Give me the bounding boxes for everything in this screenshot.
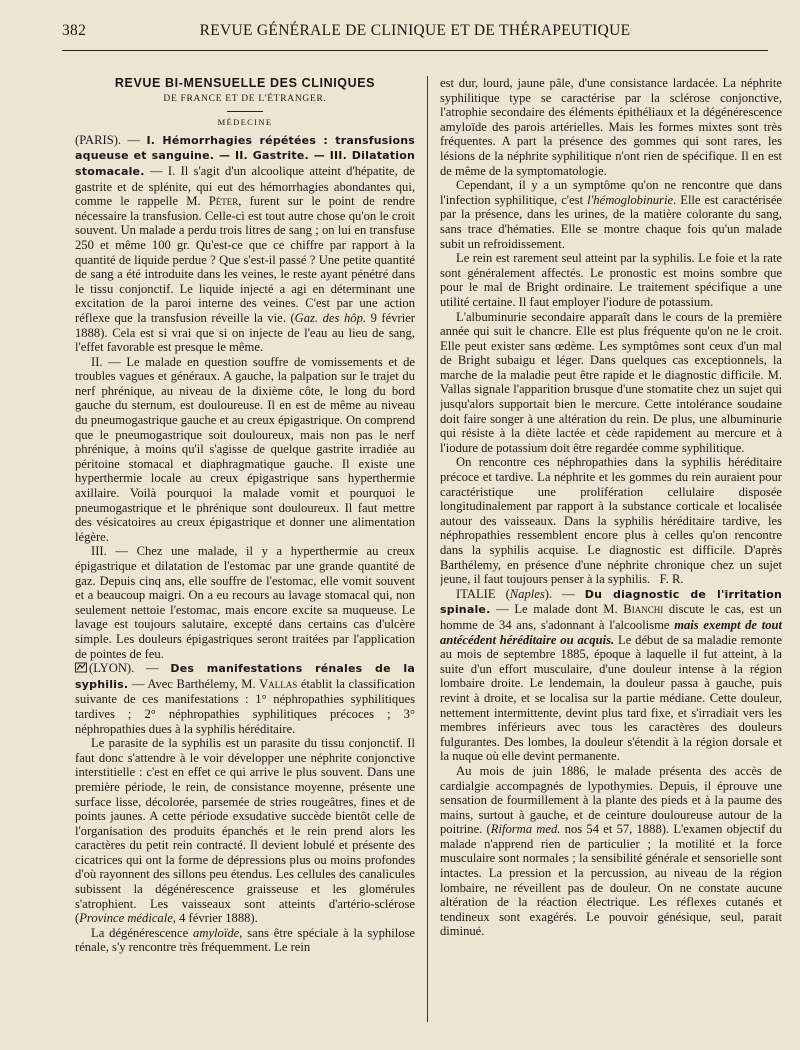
paragraph: On rencontre ces néphropathies dans la syphilis héréditaire précoce et tardive. La néphrite et les gommes du rein auraient pour caractéristique une prolifération cellulaire disposée longitudinalement par rapport à la substance corticale et localisée autour des vaisseaux. Dans la syphilis héréditaire tardive, les néphropathies ressemblent encore plus à celles qu'on rencontre dans la syphilis acquise. Le diagnostic est difficile. D'après Barthélemy, en présence d'une néphrite chronique chez un sujet jeune, il faut toujours penser à la syphilis. F. R. bbox=[440, 455, 782, 587]
term: amyloïde bbox=[193, 925, 240, 940]
term: l'hémoglobinurie bbox=[587, 192, 674, 207]
article-place: ITALIE ( bbox=[456, 586, 510, 601]
header-rule bbox=[62, 50, 768, 51]
paragraph: Le rein est rarement seul atteint par la syphilis. Le foie et la rate sont généralement affectés. Le pronostic est moins sombre que pour le mal de Bright ordinaire. Le traitement spécifique a une utilité certaine. Il faut employer l'iodure de potassium. bbox=[440, 251, 782, 309]
article-italie: ITALIE (Naples). — Du diagnostic de l'irritation spinale. — Le malade dont M. Bianchi discute le cas, est un homme de 34 ans, s'adonnant à l'alcoolisme mais exempt de tout antécédent héréditaire ou acquis. Le début de sa maladie remonte au mois de septembre 1885, époque à laquelle il fut atteint, à la suite d'un effort musculaire, d'une douleur intense à la région lombaire droite. Le lendemain, la douleur passa à gauche, puis revint à droite, et se localisa sur la partie médiane. Cette douleur, nettement intermittente, devint plus tard fixe, et s'irradiait vers les membres inférieurs avec tous les caractères des douleurs fulgurantes. Des lombes, la douleur s'étendit à la région dorsale et la nuque où elle devint permanente. bbox=[440, 586, 782, 764]
article-place: (PARIS). — bbox=[75, 132, 147, 147]
running-head bbox=[62, 22, 768, 44]
section-title: REVUE BI-MENSUELLE DES CLINIQUES bbox=[114, 76, 376, 90]
signature: F. R. bbox=[659, 572, 684, 587]
article-lyon: (LYON). — Des manifestations rénales de la syphilis. — Avec Barthélemy, M. Vallas établit la classification suivante de ces manifestations : 1° néphropathies syphilitiques tardives ; 2° néphropathies syphilitiques précoces ; 3° néphropathies dues à la syphilis héréditaire. bbox=[75, 661, 415, 736]
hand-ornament-icon bbox=[75, 662, 87, 673]
journal-title: REVUE GÉNÉRALE DE CLINIQUE ET DE THÉRAPEUTIQUE bbox=[199, 22, 631, 39]
paragraph: III. — Chez une malade, il y a hyperthermie au creux épigastrique et dilatation de l'estomac par une grande quantité de gaz. Depuis cinq ans, elle souffre de l'estomac, elle vomit souvent et a beaucoup maigri. On a eu recours au lavage stomacal qui, non seulement nettoie l'estomac, mais encore excite sa muqueuse. Le lavage est toujours salutaire, excepté dans certains cas d'ulcère simple. Les douleurs épigastriques seront traitées par l'application de pointes de feu. bbox=[75, 544, 415, 661]
column-divider bbox=[427, 76, 428, 1022]
section-rule bbox=[227, 111, 263, 112]
paragraph: II. — Le malade en question souffre de vomissements et de troubles vagues et généraux. A gauche, la palpation sur le trajet du nerf phrénique, au niveau de la dixième côte, le long du bord gauche du sternum, est douloureuse. Il en est de même au niveau du pneumogastrique gauche et au creux épigastrique. On comprend que le pneumogastrique soit douloureux, mais non pas le nerf phrénique, à moins qu'il s'agisse de quelque gastrite irradiée au péritoine stomacal et diaphragmatique gauche. Il existe une hyperthermie locale au creux épigastrique sans hyperthermie axillaire. Voilà pourquoi la malade vomit et pourquoi le pneumogastrique et le phrénique sont douloureux. Il faut mettre des vésicatoires au creux épigastrique et donner une alimentation légère. bbox=[75, 354, 415, 544]
author-name: Péter bbox=[208, 194, 239, 209]
article-headline: Du diagnostic de l'irritation spinale. bbox=[440, 587, 782, 617]
paragraph: Le parasite de la syphilis est un parasite du tissu conjonctif. Il faut donc s'attendre à le voir développer une néphrite conjonctive interstitielle : c'est en effet ce qui arrive le plus souvent. Dans une première période, le rein, de consistance moyenne, présente une surface lisse, décolorée, parsemée de stries rougeâtres, fines et de points jaunes. A cette période exsudative succède bientôt celle de l'organisation des produits épanchés et le rein prend alors les caractères du petit rein contracté. Il devient lobulé et présente des cicatrices qui ont la forme de dépressions plus ou moins profondes d'où rayonnent des sillons peu étendus. Les cellules des canalicules subissent la dégénérescence graisseuse et les glomérules s'atrophient. Les vaisseaux sont atteints d'artério-sclérose (Province médicale, 4 février 1888). bbox=[75, 736, 415, 926]
author-name: Vallas bbox=[259, 676, 298, 691]
author-name: Bianchi bbox=[623, 602, 664, 617]
paragraph: Au mois de juin 1886, le malade présenta des accès de cardialgie accompagnés de lypothymies. Depuis, il éprouve une sensation de fourmillement à la plante des pieds et à la paume des mains, surtout à gauche, et de ceinture douloureuse autour de la poitrine. (Riforma med. nos 54 et 57, 1888). L'examen objectif du malade n'apprend rien de particulier ; la motilité et la force musculaire sont normales ; la sensibilité générale et sensorielle sont intactes. La pression et la percussion, au niveau de la région lombaire, ne réveillent pas de douleur. On ne constate aucune altération de la réaction électrique. Les réflexes cutanés et tendineux sont exagérés. Le pouvoir génésique, seul, parait diminué. bbox=[440, 763, 782, 939]
emphasis: mais exempt de tout antécédent héréditaire ou acquis. bbox=[440, 617, 782, 647]
citation: Province médicale bbox=[79, 911, 173, 926]
citation: Riforma med. bbox=[490, 822, 561, 837]
paragraph: La dégénérescence amyloïde, sans être spéciale à la syphilose rénale, s'y rencontre très fréquemment. Le rein bbox=[75, 925, 415, 955]
article-headline: Des manifestations rénales de la syphilis. bbox=[75, 662, 415, 691]
paragraph: est dur, lourd, jaune pâle, d'une consistance lardacée. La néphrite syphilitique type se caractérise par la sclérose conjonctive, l'atrophie secondaire des éléments épithéliaux et la dégénérescence amyloïde des parois artérielles. Mais les formes mixtes sont très fréquentes. A part la présence des gommes qui sont rares, les lésions de la néphrite syphilitique n'ont rien de spécifique. Il en est de même de la symptomatologie. bbox=[440, 76, 782, 178]
article-paris: (PARIS). — I. Hémorrhagies répétées : transfusions aqueuse et sanguine. — II. Gastrite. — III. Dilatation stomacale. — I. Il s'agit d'un alcoolique atteint d'hépatite, de gastrite et de splénite, qui eut des hémorrhagies abondantes qui, comme le rappelle M. Péter, furent sur le point de rendre nécessaire la transfusion. Celle-ci est tout autre chose qu'on le croit souvent. Un malade a perdu trois litres de sang ; on lui en transfuse 250 et même 100 gr. Qu'est-ce que ce chiffre par rapport à la quantité de liquide perdue ? Que s'est-il passé ? Une petite quantité de sang a été introduite dans les veines, le reste ayant pénétré dans le tissu conjonctif. Le liquide injecté a agi en déterminant une excitation de la paroi interne des veines. C'est par une action réflexe que la transfusion réveille la vie. (Gaz. des hôp. 9 février 1888). Cela est si vrai que si on injecte de l'eau au lieu de sang, l'effet favorable est presque le même. bbox=[75, 132, 415, 355]
citation: Gaz. des hôp. bbox=[294, 310, 367, 325]
page-number: 382 bbox=[62, 22, 87, 39]
paragraph: L'albuminurie secondaire apparaît dans le cours de la première année qui suit le chancre. Elle est plus fréquente qu'on ne le croit. Elle peut exister sans œdème. Les symptômes sont ceux d'un mal de Bright subaigu et léger. Dans quelques cas exceptionnels, la marche de la maladie peut être rapide et le diagnostic difficile. M. Vallas signale l'apparition brusque d'une stomatite chez un sujet qui jusqu'alors supportait bien le mercure. Cette intolérance soudaine doit faire songer à une altération du rein. De plus, une albuminurie qui résiste à la diète lactée et cède rapidement au mercure et à l'iodure de potassium doit être regardée comme syphilitique. bbox=[440, 309, 782, 455]
section-heading: MÉDECINE bbox=[217, 117, 273, 128]
left-column bbox=[75, 76, 415, 1022]
paragraph: Cependant, il y a un symptôme qu'on ne rencontre que dans l'infection syphilitique, c'est l'hémoglobinurie. Elle est caractérisée par la présence, dans les urines, de la matière colorante du sang, sans trace d'hématies. Elle se montre chaque fois qu'un malade subit un refroidissement. bbox=[440, 178, 782, 251]
article-headline: I. Hémorrhagies répétées : transfusions aqueuse et sanguine. — II. Gastrite. — III. Dilatation stomacale. bbox=[75, 133, 415, 178]
section-subtitle: DE FRANCE ET DE L'ÉTRANGER. bbox=[163, 93, 327, 104]
right-column bbox=[440, 76, 782, 1022]
article-city: Naples bbox=[509, 586, 545, 601]
article-place: (LYON). — bbox=[89, 661, 171, 676]
